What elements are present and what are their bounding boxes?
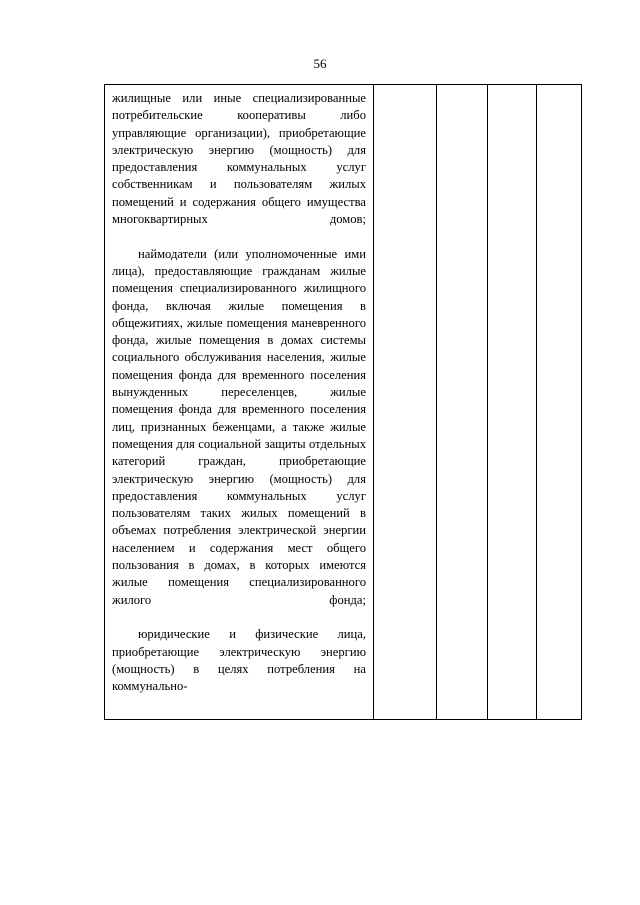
paragraph-landlords: наймодатели (или уполномоченные ими лица), предоставляющие гражданам жилые помещения специализированного жилищного фонда, включая жилые помещения в общежитиях, жилые помещения маневренного фонда, жилые помещения в домах системы социального обслуживания населения, жилые помещения фонда для временного поселения вынужденных переселенцев, жилые помещения фонда для временного поселения лиц, признанных беженцами, а также жилые помещения для социальной защиты отдельных категорий граждан, приобретающие электрическую энергию (мощность) для предоставления коммунальных услуг пользователям таких жилых помещений в объемах потребления электрической энергии населением и содержания мест общего пользования в домах, в которых имеются жилые помещения специализированного жилого фонда; — [112, 246, 366, 607]
cell-text-content — [105, 85, 373, 719]
paragraph-legal-and-natural-persons: юридические и физические лица, приобретающие электрическую энергию (мощность) в целях потребления на коммунально- — [112, 627, 366, 694]
paragraph-housing-cooperatives: жилищные или иные специализированные потребительские кооперативы либо управляющие организации), приобретающие электрическую энергию (мощность) для предоставления коммунальных услуг собственникам и пользователям жилых помещений и содержания общего имущества многоквартирных домов; — [112, 91, 366, 227]
table-row — [105, 85, 582, 720]
table-cell-col2 — [374, 85, 437, 720]
cell-col4-content — [488, 85, 536, 96]
table-cell-col3 — [437, 85, 488, 720]
table-cell-col4 — [488, 85, 537, 720]
document-table — [104, 84, 582, 720]
cell-col5-content — [537, 85, 581, 96]
cell-col3-content — [437, 85, 487, 96]
page-number: 56 — [313, 56, 327, 71]
table-cell-col5 — [537, 85, 582, 720]
table-cell-text — [105, 85, 374, 720]
cell-col2-content — [374, 85, 436, 96]
